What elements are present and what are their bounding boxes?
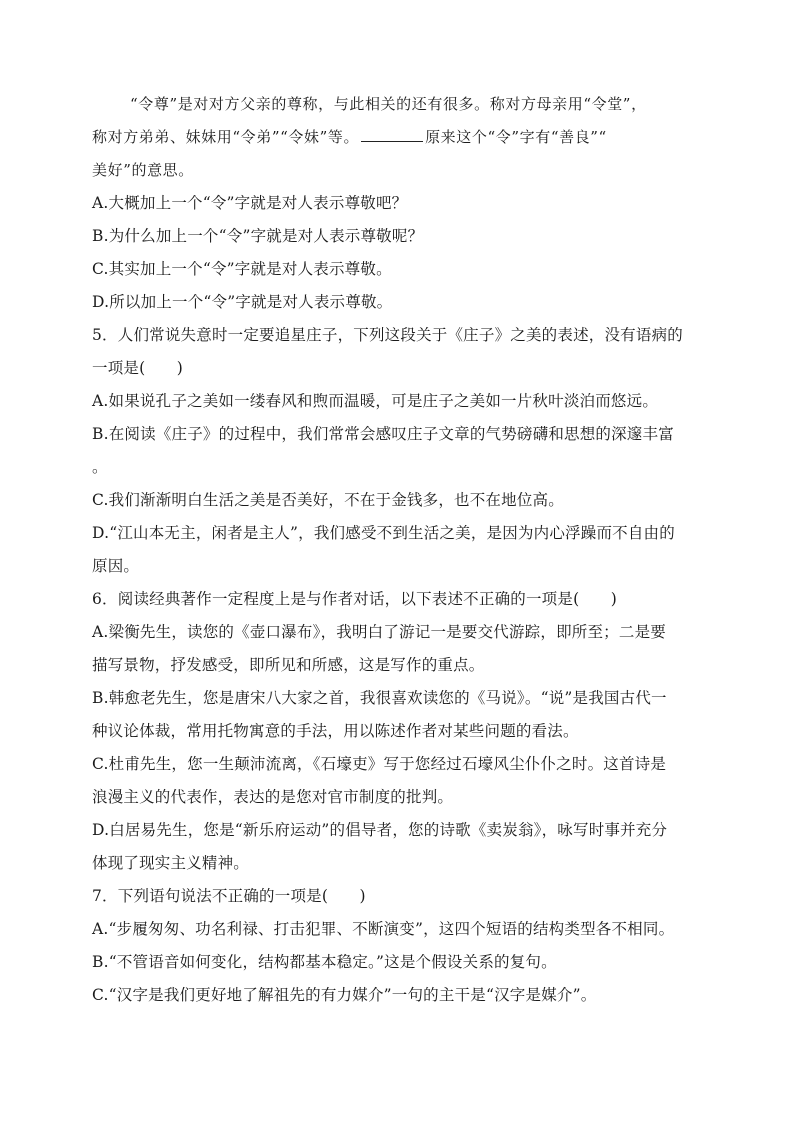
q5-stem-line-2: 一项是( )	[92, 359, 183, 377]
q5-option-d-line-2: 原因。	[92, 557, 140, 575]
q4-option-d: D.所以加上一个“令”字就是对人表示尊敬。	[92, 293, 393, 311]
q7-option-b: B.“不管语音如何变化，结构都基本稳定。”这是个假设关系的复句。	[92, 953, 557, 971]
q5-stem-line-1: 5．人们常说失意时一定要追星庄子，下列这段关于《庄子》之美的表述，没有语病的	[92, 326, 683, 344]
q6-option-a-line-1: A.梁衡先生，读您的《壶口瀑布》，我明白了游记一是要交代游踪，即所至；二是要	[92, 623, 666, 641]
q6-option-d-line-1: D.白居易先生，您是“新乐府运动”的倡导者，您的诗歌《卖炭翁》，咏写时事并充分	[92, 821, 668, 839]
fill-in-blank	[361, 127, 423, 142]
q5-option-c: C.我们渐渐明白生活之美是否美好，不在于金钱多，也不在地位高。	[92, 491, 564, 509]
q6-stem: 6．阅读经典著作一定程度上是与作者对话，以下表述不正确的一项是( )	[92, 590, 617, 608]
q4-option-c: C.其实加上一个“令”字就是对人表示尊敬。	[92, 260, 392, 278]
q5-option-b-line-2: 。	[92, 458, 108, 476]
q5-option-d-line-1: D.“江山本无主，闲者是主人”，我们感受不到生活之美，是因为内心浮躁而不自由的	[92, 524, 675, 542]
q6-option-b-line-2: 种议论体裁，常用托物寓意的手法，用以陈述作者对某些问题的看法。	[92, 722, 579, 740]
passage-line-2-end: 原来这个“令”字有“善良”“	[425, 128, 607, 146]
q6-option-c-line-1: C.杜甫先生，您一生颠沛流离，《石壕吏》写于您经过石壕风尘仆仆之时。这首诗是	[92, 755, 667, 773]
q6-option-a-line-2: 描写景物，抒发感受，即所见和所感，这是写作的重点。	[92, 656, 485, 674]
q7-stem: 7．下列语句说法不正确的一项是( )	[92, 887, 366, 905]
q6-option-b-line-1: B.韩愈老先生，您是唐宋八大家之首，我很喜欢读您的《马说》。“说”是我国古代一	[92, 689, 667, 707]
q4-option-a: A.大概加上一个“令”字就是对人表示尊敬吧？	[92, 194, 408, 212]
q5-option-b-line-1: B.在阅读《庄子》的过程中，我们常常会感叹庄子文章的气势磅礴和思想的深邃丰富	[92, 425, 674, 443]
q7-option-a: A.“步履匆匆、功名利禄、打击犯罪、不断演变”，这四个短语的结构类型各不相同。	[92, 920, 675, 938]
q4-option-b: B.为什么加上一个“令”字就是对人表示尊敬呢？	[92, 227, 424, 245]
passage-line-2	[92, 121, 706, 154]
q7-option-c: C.“汉字是我们更好地了解祖先的有力媒介”一句的主干是“汉字是媒介”。	[92, 986, 597, 1004]
passage-line-1: “令尊”是对对方父亲的尊称，与此相关的还有很多。称对方母亲用“令堂”，	[130, 95, 647, 113]
passage-line-3: 美好”的意思。	[92, 161, 194, 179]
exam-content	[92, 88, 706, 1012]
q6-option-d-line-2: 体现了现实主义精神。	[92, 854, 250, 872]
passage-line-2-start: 称对方弟弟、妹妹用“令弟”“令妹”等。	[92, 128, 360, 146]
q6-option-c-line-2: 浪漫主义的代表作，表达的是您对官市制度的批判。	[92, 788, 454, 806]
q5-option-a: A.如果说孔子之美如一缕春风和煦而温暖，可是庄子之美如一片秋叶淡泊而悠远。	[92, 392, 659, 410]
